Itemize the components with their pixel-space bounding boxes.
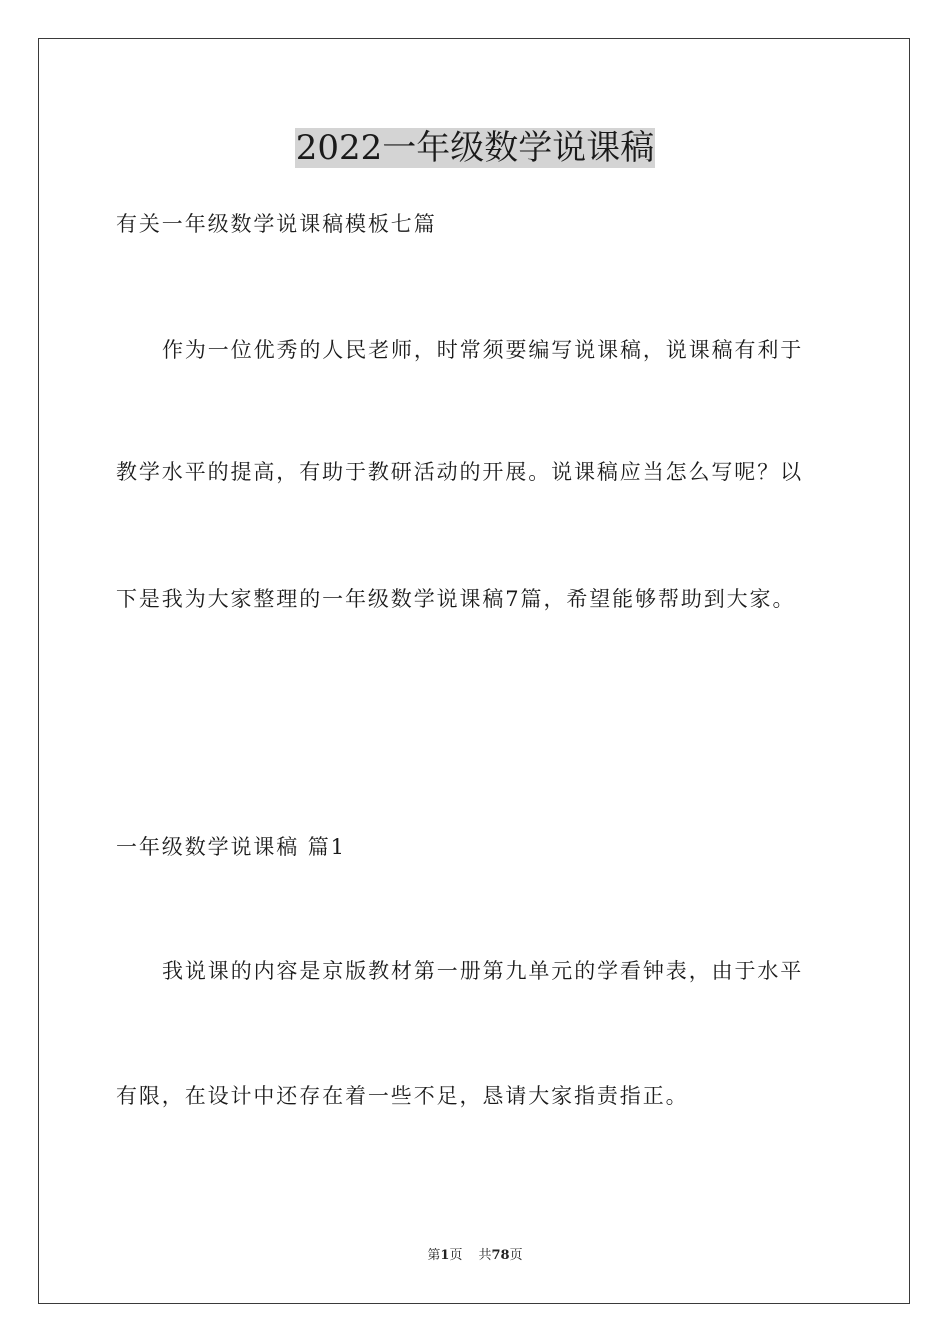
intro-line-3: 下是我为大家整理的一年级数学说课稿7篇，希望能够帮助到大家。: [116, 587, 796, 611]
footer-page-suffix: 页: [449, 1248, 463, 1263]
section-heading: 一年级数学说课稿 篇1: [116, 835, 346, 859]
document-title-text: 2022一年级数学说课稿: [295, 128, 655, 168]
footer-page-prefix: 第: [427, 1248, 441, 1263]
intro-line-2: 教学水平的提高，有助于教研活动的开展。说课稿应当怎么写呢？以: [116, 460, 803, 484]
footer-page-number: 1: [440, 1248, 450, 1263]
footer-total-pages: 78: [491, 1248, 510, 1263]
footer-total-suffix: 页: [509, 1248, 523, 1263]
footer-total-prefix: 共: [478, 1248, 492, 1263]
section-line-2: 有限，在设计中还存在着一些不足，恳请大家指责指正。: [116, 1084, 689, 1108]
section-line-1: 我说课的内容是京版教材第一册第九单元的学看钟表，由于水平: [162, 959, 804, 983]
page-footer: [0, 1247, 950, 1265]
document-subtitle: 有关一年级数学说课稿模板七篇: [116, 212, 437, 236]
intro-line-1: 作为一位优秀的人民老师，时常须要编写说课稿，说课稿有利于: [162, 338, 804, 362]
document-title: [0, 124, 950, 172]
